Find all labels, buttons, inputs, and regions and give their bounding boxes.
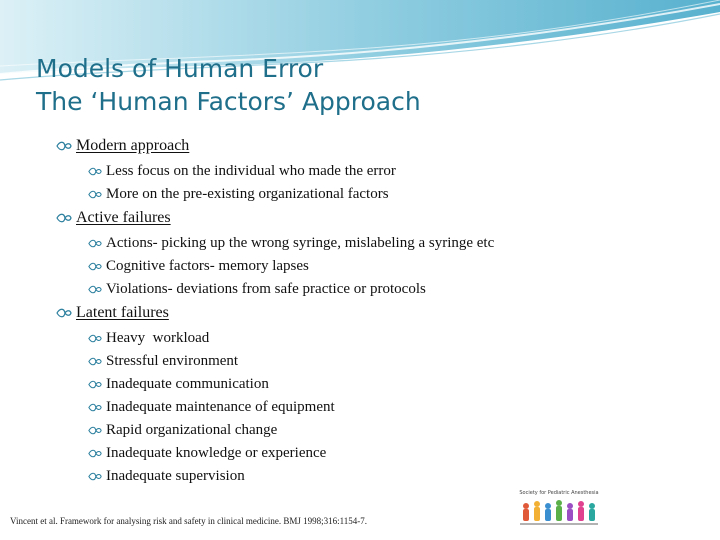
list-item-text: Less focus on the individual who made the error	[106, 162, 396, 179]
decorative-flower-bullet-icon	[88, 448, 102, 459]
section-heading-label: Modern approach	[76, 137, 190, 154]
list-item	[88, 233, 494, 253]
section-heading	[56, 136, 189, 156]
decorative-flower-bullet-icon	[56, 140, 72, 152]
section-heading-label: Latent failures	[76, 304, 169, 321]
slide-title-line-1: Models of Human Error	[36, 54, 324, 83]
list-item-text: More on the pre-existing organizational factors	[106, 185, 389, 202]
decorative-flower-bullet-icon	[88, 471, 102, 482]
decorative-flower-bullet-icon	[88, 189, 102, 200]
list-item	[88, 374, 269, 394]
slide-title-line-2: The ‘Human Factors’ Approach	[36, 87, 421, 116]
list-item-text: Inadequate communication	[106, 375, 269, 392]
citation-text: Vincent et al. Framework for analysing risk and safety in clinical medicine. BMJ 1998;316:1154-7.	[10, 516, 368, 526]
decorative-flower-bullet-icon	[88, 166, 102, 177]
list-item-text: Rapid organizational change	[106, 421, 278, 438]
decorative-flower-bullet-icon	[88, 425, 102, 436]
decorative-flower-bullet-icon	[88, 238, 102, 249]
list-item-text: Stressful environment	[106, 352, 239, 369]
list-item	[88, 466, 245, 486]
section-heading-label: Active failures	[76, 209, 171, 226]
decorative-flower-bullet-icon	[88, 379, 102, 390]
list-item	[88, 351, 238, 371]
list-item	[88, 328, 209, 348]
list-item	[88, 397, 335, 417]
decorative-flower-bullet-icon	[56, 307, 72, 319]
list-item-text: Heavy workload	[106, 329, 210, 346]
list-item	[88, 420, 277, 440]
list-item-text: Cognitive factors- memory lapses	[106, 257, 309, 274]
decorative-flower-bullet-icon	[88, 261, 102, 272]
list-item-text: Actions- picking up the wrong syringe, mislabeling a syringe etc	[106, 234, 495, 251]
decorative-flower-bullet-icon	[88, 284, 102, 295]
decorative-flower-bullet-icon	[88, 402, 102, 413]
list-item	[88, 161, 396, 181]
decorative-flower-bullet-icon	[56, 212, 72, 224]
list-item	[88, 184, 389, 204]
list-item	[88, 443, 326, 463]
list-item-text: Inadequate knowledge or experience	[106, 444, 327, 461]
list-item	[88, 279, 426, 299]
list-item	[88, 256, 309, 276]
society-logo	[512, 490, 606, 536]
list-item-text: Inadequate supervision	[106, 467, 245, 484]
logo-text: Society for Pediatric Anesthesia	[519, 490, 599, 496]
list-item-text: Inadequate maintenance of equipment	[106, 398, 335, 415]
children-group-logo-icon	[512, 490, 606, 536]
section-heading	[56, 303, 169, 323]
decorative-flower-bullet-icon	[88, 333, 102, 344]
section-heading	[56, 208, 171, 228]
list-item-text: Violations- deviations from safe practice or protocols	[106, 280, 426, 297]
decorative-flower-bullet-icon	[88, 356, 102, 367]
